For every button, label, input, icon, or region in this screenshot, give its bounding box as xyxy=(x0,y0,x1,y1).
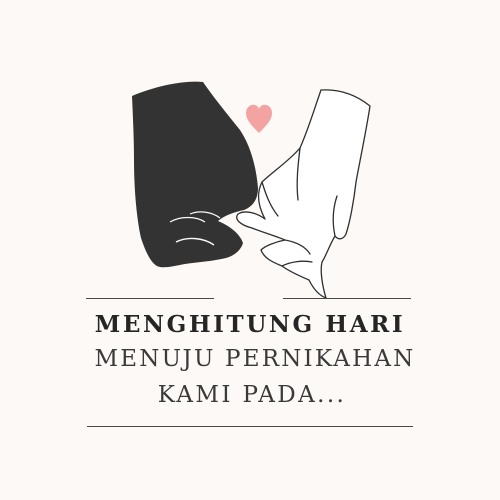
headline-line-1: MENGHITUNG HARI xyxy=(94,311,406,338)
dark-hand-icon xyxy=(132,82,258,268)
top-right-divider xyxy=(283,298,411,299)
headline-line-3: KAMI PADA... xyxy=(157,382,347,408)
heart-icon xyxy=(246,105,272,133)
bottom-divider xyxy=(87,426,413,427)
headline-line-2: MENUJU PERNIKAHAN xyxy=(94,346,416,372)
top-left-divider xyxy=(86,298,214,299)
